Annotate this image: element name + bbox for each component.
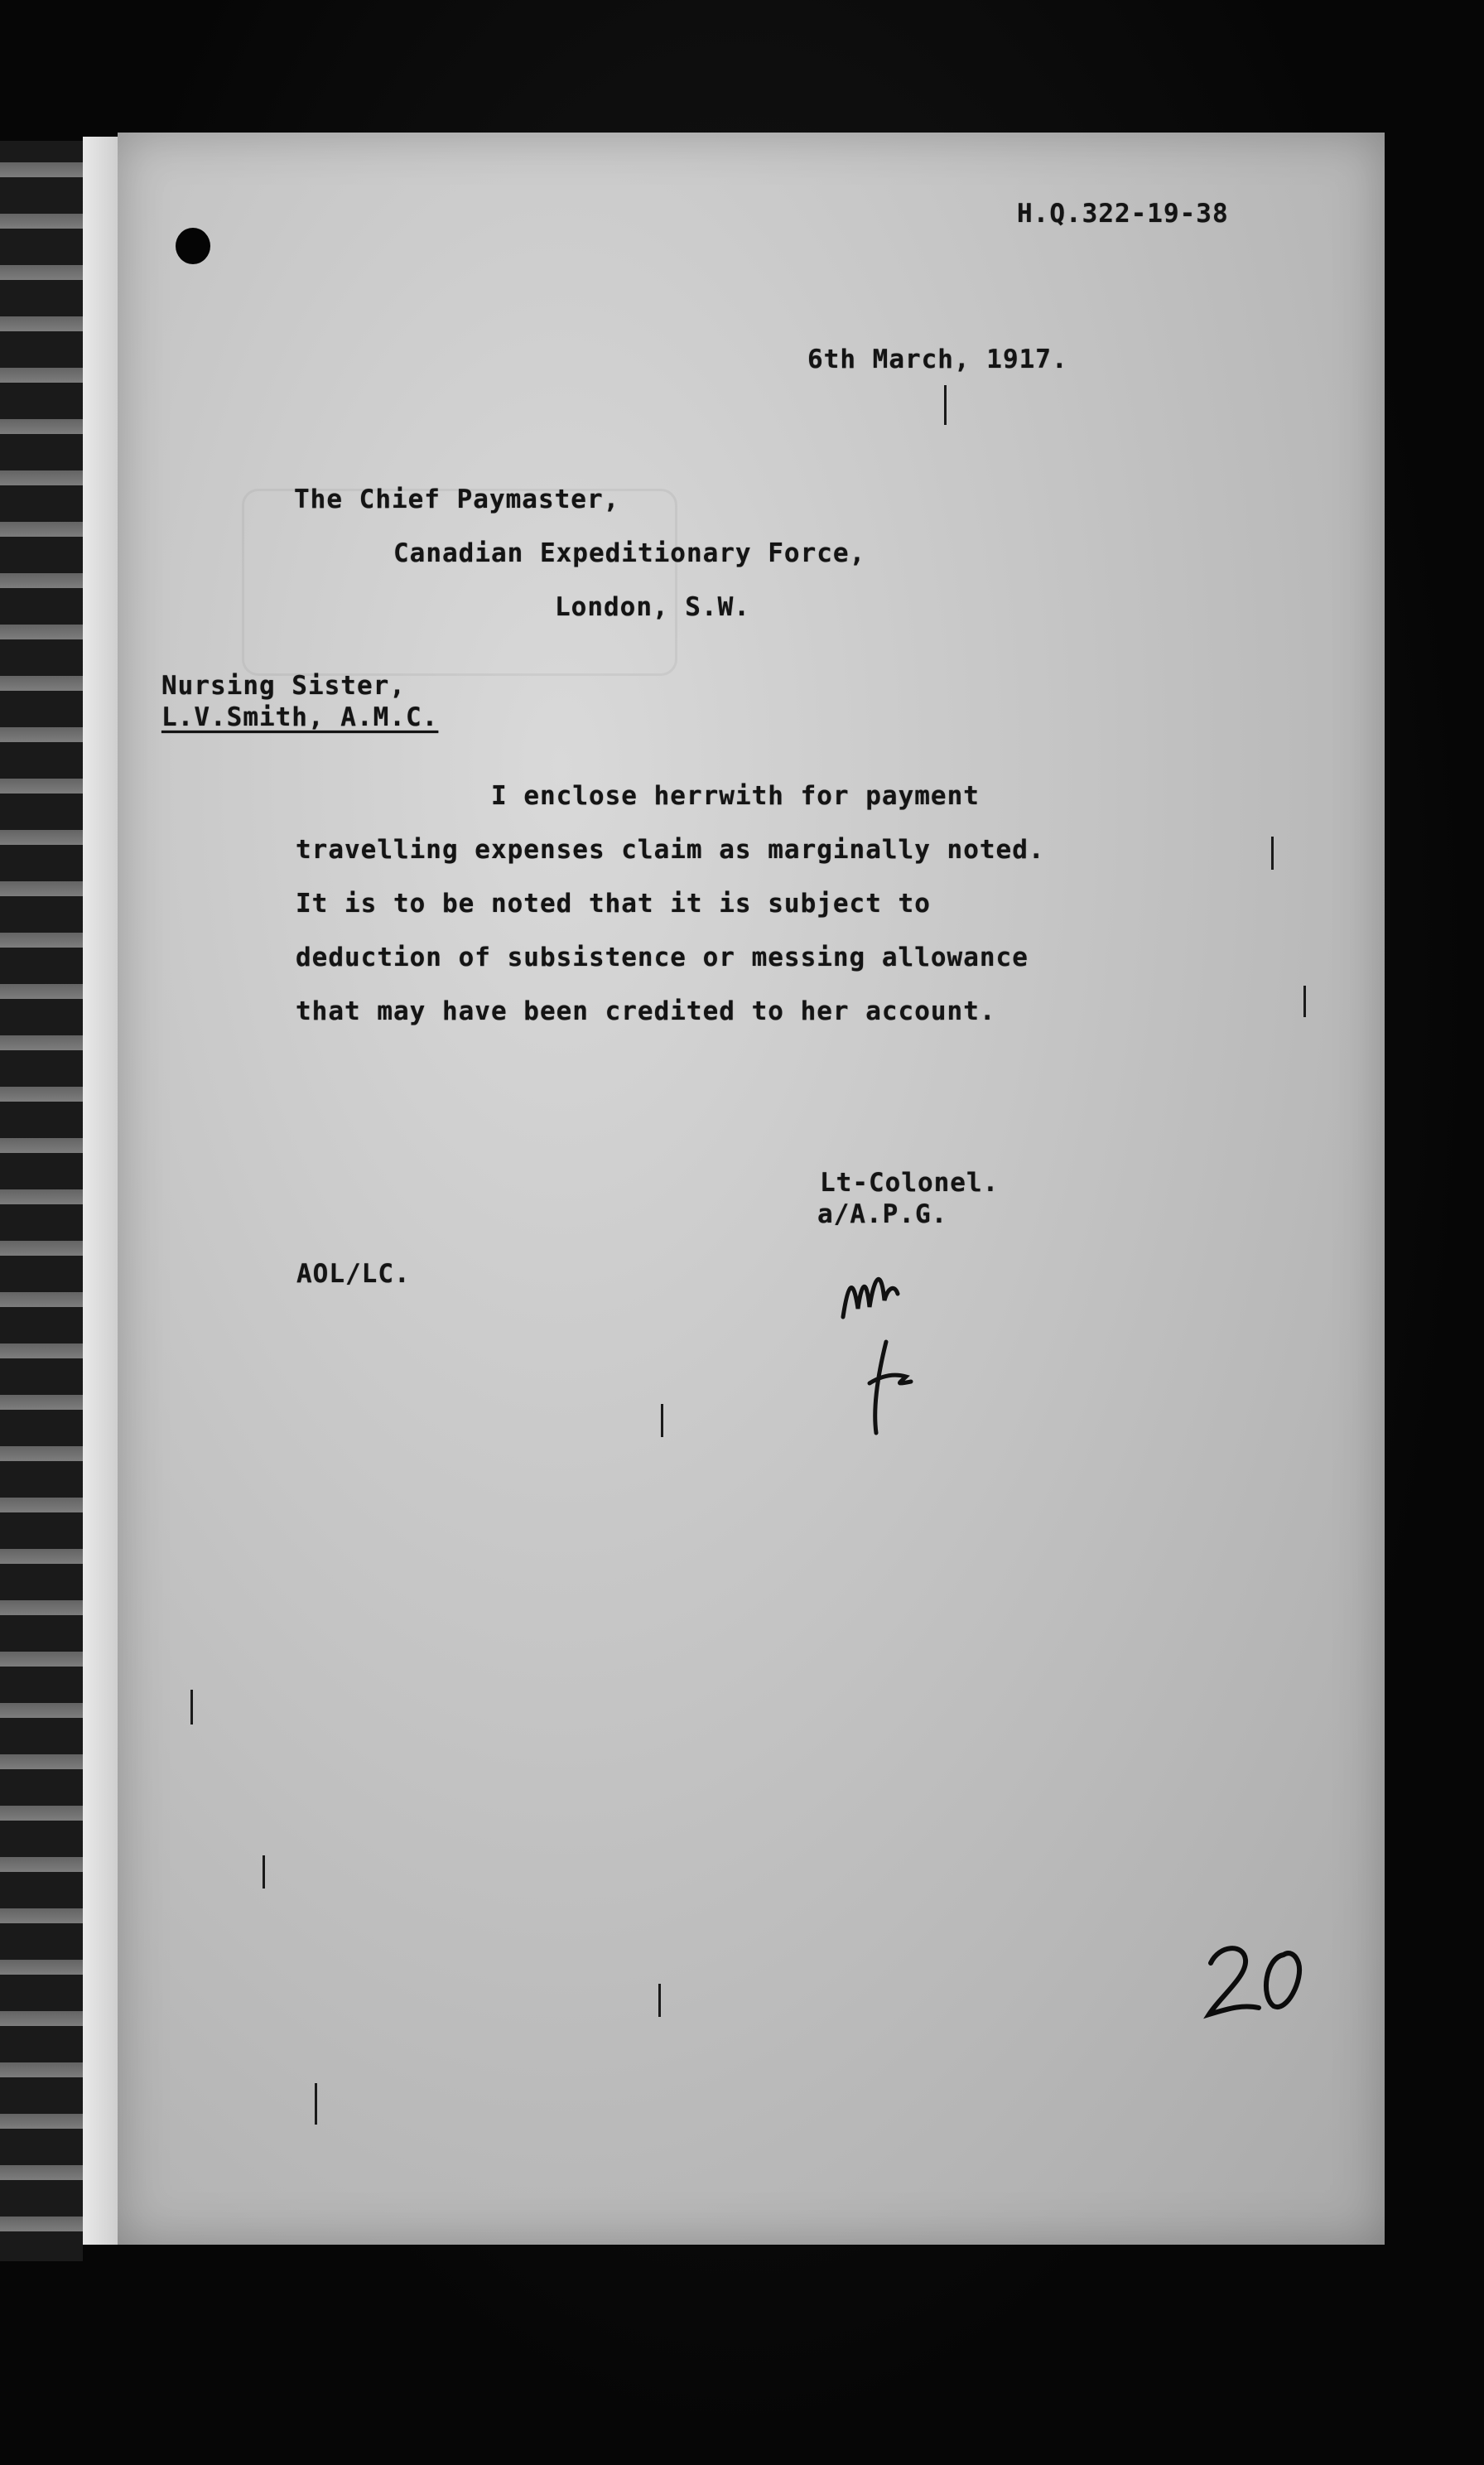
marginal-note-line-2: L.V.Smith, A.M.C. (161, 702, 439, 732)
signature-title: a/A.P.G. (817, 1199, 948, 1229)
body-line-1: I enclose herrwith for payment (491, 781, 980, 811)
addressee-line-3: London, S.W. (555, 592, 750, 622)
stray-mark (263, 1855, 265, 1889)
file-reference: H.Q.322-19-38 (1017, 199, 1229, 229)
addressee-line-1: The Chief Paymaster, (294, 485, 620, 514)
stray-mark (658, 1984, 661, 2017)
body-line-5: that may have been credited to her account. (296, 996, 996, 1026)
stray-mark (190, 1690, 193, 1725)
signature-rank: Lt-Colonel. (820, 1168, 1000, 1198)
addressee-line-2: Canadian Expeditionary Force, (393, 538, 866, 568)
stray-mark (661, 1404, 663, 1437)
reference-initials: AOL/LC. (296, 1259, 411, 1289)
punch-hole (176, 228, 210, 264)
body-line-4: deduction of subsistence or messing allowance (296, 943, 1029, 972)
handwritten-signature (836, 1251, 936, 1450)
film-strip (83, 137, 118, 2245)
handwritten-page-number (1201, 1938, 1317, 2029)
body-line-3: It is to be noted that it is subject to (296, 889, 931, 919)
marginal-note-line-1: Nursing Sister, (161, 671, 406, 701)
body-line-2: travelling expenses claim as marginally noted. (296, 835, 1045, 865)
stray-mark (315, 2083, 317, 2125)
letter-date: 6th March, 1917. (807, 345, 1068, 374)
stray-mark (1303, 986, 1306, 1017)
letter-page (118, 133, 1385, 2245)
stray-mark (944, 385, 947, 425)
film-perforation-edge (0, 141, 83, 2261)
faint-stamp-impression (242, 489, 677, 676)
stray-mark (1271, 837, 1274, 870)
